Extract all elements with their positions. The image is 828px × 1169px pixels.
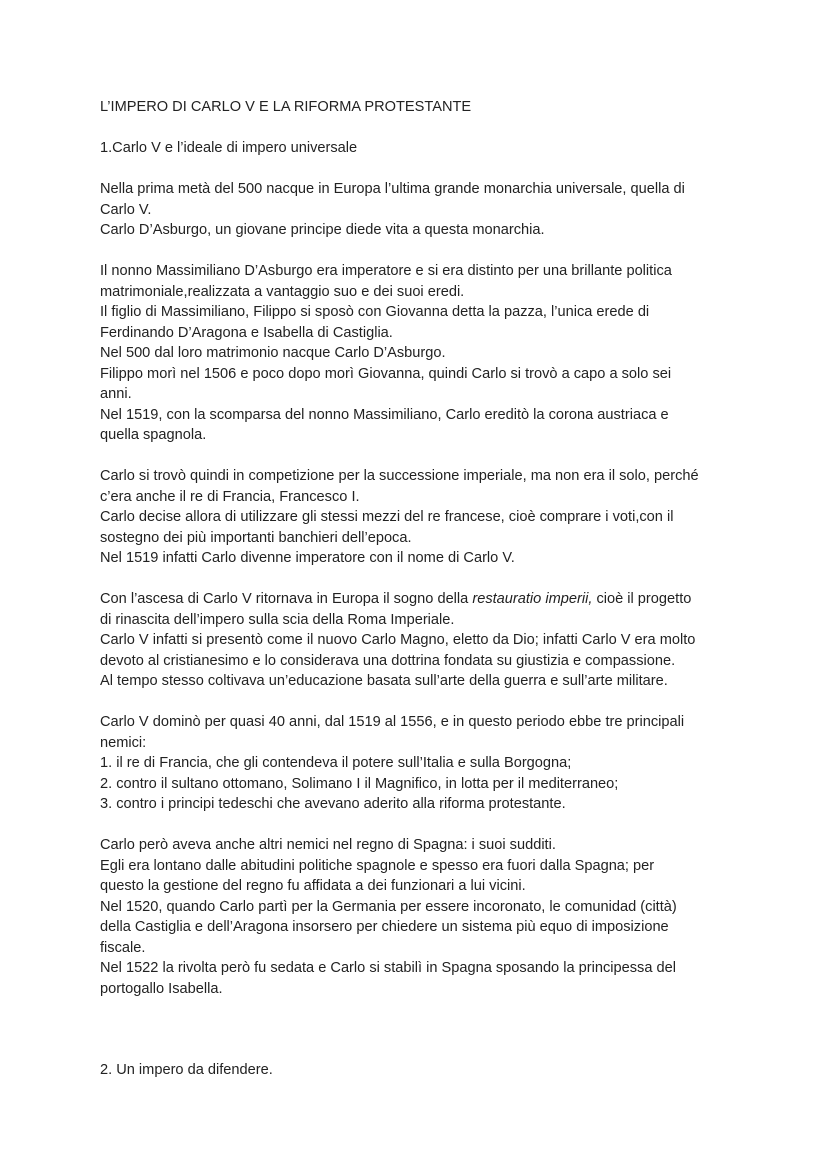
paragraph-line: Carlo V infatti si presentò come il nuovo Carlo Magno, eletto da Dio; infatti Carlo V era molto bbox=[100, 632, 696, 648]
text-segment: cioè il progetto bbox=[592, 591, 692, 607]
paragraph-line: Filippo morì nel 1506 e poco dopo morì Giovanna, quindi Carlo si trovò a capo a solo sei bbox=[100, 365, 672, 382]
italic-term: restauratio imperii, bbox=[472, 591, 593, 607]
paragraph-line: Nel 1522 la rivolta però fu sedata e Carlo si stabilì in Spagna sposando la principessa del bbox=[100, 960, 676, 976]
list-item: 1. il re di Francia, che gli contendeva il potere sull’Italia e sulla Borgogna; bbox=[100, 755, 572, 771]
paragraph-line: nemici: bbox=[100, 734, 147, 751]
paragraph-line: Ferdinando D’Aragona e Isabella di Castiglia. bbox=[100, 324, 393, 341]
paragraph-line: questo la gestione del regno fu affidata a dei funzionari a lui vicini. bbox=[100, 878, 526, 894]
paragraph-line: sostegno dei più importanti banchieri dell’epoca. bbox=[100, 529, 412, 546]
paragraph-line: Nel 1520, quando Carlo partì per la Germania per essere incoronato, le comunidad (città) bbox=[100, 898, 677, 915]
paragraph-line: Carlo D’Asburgo, un giovane principe diede vita a questa monarchia. bbox=[100, 222, 545, 238]
paragraph-line: quella spagnola. bbox=[100, 427, 207, 443]
paragraph-line: Carlo decise allora di utilizzare gli stessi mezzi del re francese, cioè comprare i voti,con il bbox=[100, 509, 674, 525]
paragraph-line: Il figlio di Massimiliano, Filippo si sposò con Giovanna detta la pazza, l’unica erede di bbox=[100, 304, 650, 320]
paragraph-6 bbox=[100, 835, 725, 999]
list-item: 3. contro i principi tedeschi che avevano aderito alla riforma protestante. bbox=[100, 796, 566, 812]
paragraph-line: Il nonno Massimiliano D’Asburgo era imperatore e si era distinto per una brillante politica bbox=[100, 263, 672, 279]
paragraph-2 bbox=[100, 261, 725, 446]
paragraph-line: portogallo Isabella. bbox=[100, 980, 223, 997]
paragraph-line: Carlo V dominò per quasi 40 anni, dal 1519 al 1556, e in questo periodo ebbe tre principali bbox=[100, 714, 685, 730]
paragraph-line: Carlo si trovò quindi in competizione per la successione imperiale, ma non era il solo, perché bbox=[100, 468, 699, 484]
paragraph-line: Egli era lontano dalle abitudini politiche spagnole e spesso era fuori dalla Spagna; per bbox=[100, 857, 655, 874]
paragraph-line: c’era anche il re di Francia, Francesco I. bbox=[100, 488, 360, 505]
text-segment: Con l’ascesa di Carlo V ritornava in Europa il sogno della bbox=[100, 591, 473, 607]
paragraph-line: Nel 1519, con la scomparsa del nonno Massimiliano, Carlo ereditò la corona austriaca e bbox=[100, 406, 669, 423]
section-heading-2: 2. Un impero da difendere. bbox=[100, 1062, 273, 1078]
section-heading-1: 1.Carlo V e l’ideale di impero universale bbox=[100, 140, 358, 156]
paragraph-line: anni. bbox=[100, 386, 132, 402]
paragraph-line: Nel 500 dal loro matrimonio nacque Carlo D’Asburgo. bbox=[100, 345, 446, 361]
document-title: L’IMPERO DI CARLO V E LA RIFORMA PROTESTANTE bbox=[100, 99, 472, 115]
paragraph-3 bbox=[100, 466, 725, 569]
paragraph-line: Carlo però aveva anche altri nemici nel regno di Spagna: i suoi sudditi. bbox=[100, 837, 556, 853]
paragraph-line bbox=[100, 589, 725, 610]
paragraph-line: fiscale. bbox=[100, 939, 146, 956]
paragraph-line: Nella prima metà del 500 nacque in Europa l’ultima grande monarchia universale, quella di bbox=[100, 181, 685, 197]
paragraph-line: devoto al cristianesimo e lo considerava una dottrina fondata su giustizia e compassione. bbox=[100, 652, 676, 669]
paragraph-line: Carlo V. bbox=[100, 201, 152, 218]
paragraph-line: Al tempo stesso coltivava un’educazione basata sull’arte della guerra e sull’arte militare. bbox=[100, 673, 668, 689]
paragraph-4 bbox=[100, 589, 725, 692]
list-item: 2. contro il sultano ottomano, Solimano I il Magnifico, in lotta per il mediterraneo; bbox=[100, 775, 619, 792]
paragraph-line: matrimoniale,realizzata a vantaggio suo e dei suoi eredi. bbox=[100, 283, 465, 300]
paragraph-5 bbox=[100, 712, 725, 815]
paragraph-line: Nel 1519 infatti Carlo divenne imperatore con il nome di Carlo V. bbox=[100, 550, 515, 566]
paragraph-line: di rinascita dell’impero sulla scia della Roma Imperiale. bbox=[100, 611, 455, 628]
paragraph-line: della Castiglia e dell’Aragona insorsero per chiedere un sistema più equo di imposizione bbox=[100, 919, 669, 935]
document-page bbox=[100, 97, 725, 1081]
paragraph-1 bbox=[100, 179, 725, 241]
